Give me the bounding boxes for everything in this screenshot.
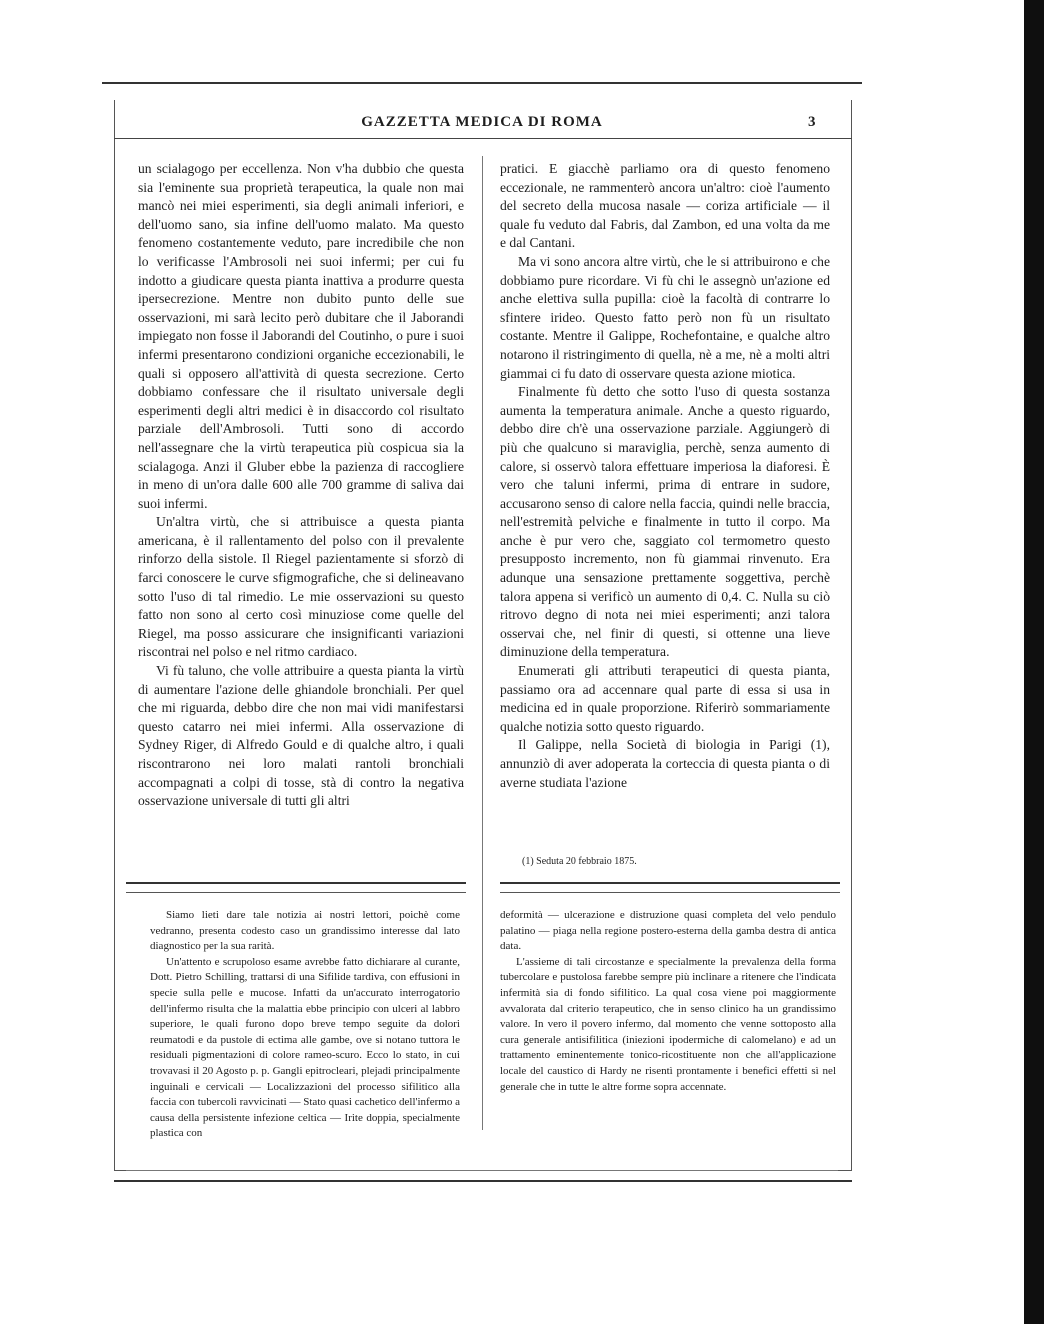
frame-top-rule [102, 82, 862, 84]
running-title: GAZZETTA MEDICA DI ROMA [361, 114, 603, 130]
column-divider [482, 156, 483, 1130]
header-rule [114, 138, 852, 139]
lower-left-note [150, 908, 460, 1142]
paragraph: Un'altra virtù, che si attribuisce a questa pianta americana, è il rallentamento del polso con il prevalente rinforzo della sistole. Il Riegel pazientamente si sforzò di farci conoscere le curve sfigmografiche, che si delineavano sotto l'uso di tal rimedio. Le mie osservazioni su questo fatto non sono al certo così minuziose come quelle del Riegel, ma posso assicurare che insignificanti variazioni riscontrai nel polso e nel ritmo cardiaco. [138, 514, 464, 660]
footnote: (1) Seduta 20 febbraio 1875. [522, 856, 637, 867]
page-number: 3 [808, 114, 816, 130]
note-paragraph: deformità — ulcerazione e distruzione quasi completa del velo pendulo palatino — piaga nella regione postero-esterna della gamba destra di antica data. [500, 909, 836, 953]
note-paragraph: Siamo lieti dare tale notizia ai nostri lettori, poichè come vedranno, presenta codesto caso un grandissimo interesse dal lato diagnostico per la sua rarità. [150, 909, 460, 953]
paragraph: un scialagogo per eccellenza. Non v'ha dubbio che questa sia l'eminente sua proprietà terapeutica, la quale non mai mancò nei miei esperimenti, sia degli animali inferiori, e dell'uomo sano, sia infine dell'uomo malato. Ma questo fenomeno costantemente veduto, pare incredibile che non lo verificasse l'Ambrosoli nei suoi infermi; per cui fu indotto a giudicare questa pianta inattiva a produrre questa ipersecrezione. Mentre non dubito punto delle sue osservazioni, mi sarà lecito però dubitare che il Jaborandi impiegato non fosse il Jaborandi del Coutinho, o pure i suoi infermi presentarono condizioni organiche eccezionabili, le quali si opposero all'attività di questa secrezione. Certo dobbiamo confessare che il risultato universale degli esperimenti degli altri medici è in disaccordo col risultato parziale dell'Ambrosoli. Tutti sono di accordo nell'assegnare che la virtù terapeutica più cospicua sia la scialagoga. Anzi il Gluber ebbe la pazienza di raccogliere in meno di un'ora dalle 600 alle 700 gramme di saliva dai suoi infermi. [138, 161, 464, 511]
paragraph: Vi fù taluno, che volle attribuire a questa pianta la virtù di aumentare l'azione delle ghiandole bronchiali. Per quel che mi riguarda, debbo dire che non mai vidi manifestarsi questo catarro nei miei infermi. Alla osservazione di Sydney Riger, di Alfredo Gould e di qualche altro, i quali riscontrarono nei loro malati rantoli bronchiali accompagnati a colpi di tosse, stà di contro la negativa osservazione universale di tutti gli altri [138, 663, 464, 809]
paragraph: pratici. E giacchè parliamo ora di questo fenomeno eccezionale, ne rammenterò ancora un'altro: cioè l'aumento del secreto della mucosa nasale — coriza artificiale — il quale fu veduto dal Fabris, dal Zambon, ed una volta da me e dal Cantani. [500, 161, 830, 251]
bottom-rule [126, 1170, 838, 1171]
left-column [138, 160, 464, 811]
page-frame [102, 82, 862, 1222]
paragraph: Enumerati gli attributi terapeutici di questa pianta, passiamo ora ad accennare qual parte di essa si usa in medicina ed in quale proporzione. Riferirò sommariamente qualche notizia sotto questo riguardo. [500, 663, 830, 734]
right-column [500, 160, 830, 792]
bottom-rule-heavy [114, 1180, 852, 1182]
paragraph: Ma vi sono ancora altre virtù, che le si attribuirono e che dobbiamo pure ricordare. Vi fù chi le assegnò un'azione ed anche elettiva sulla pupilla: cioè la facoltà di contrarre lo sfintere irideo. Questo fatto però non fù un risultato costante. Mentre il Galippe, Rochefontaine, e qualche altro notarono il ristringimento di quella, nè a me, nè a molti altri giammai ci fu dato di osservare questa azione miotica. [500, 253, 830, 381]
section-band-right [500, 882, 840, 893]
note-paragraph: Un'attento e scrupoloso esame avrebbe fatto dichiarare al curante, Dott. Pietro Schilling, trattarsi di una Sifilide tardiva, con effusioni in specie sulla pelle e mucose. Infatti da un'accurato interrogatorio dell'infermo risulta che la malattia ebbe principio con ulceri al labbro superiore, le quali furono dopo breve tempo seguite da dolori reumatodi e da pustole di ectima alle gambe, ove si notano tuttora le residuali pigmentazioni di colore rameo-scuro. Ecco lo stato, in cui trovavasi il 20 Agosto p. p. Gangli epitrocleari, plejadi principalmente inguinali e cervicali — Localizzazioni del processo sifilitico alla faccia con tubercoli ravvicinati — Stato quasi cachetico dell'infermo a causa della persistente infezione celtica — Irite doppia, specialmente plastica con [150, 955, 460, 1140]
paragraph: Finalmente fù detto che sotto l'uso di questa sostanza aumenta la temperatura animale. Anche a questo riguardo, debbo dire ch'è una osservazione parziale. Aggiungerò di più che qualcuno si maraviglia, perchè, senza aumento di calore, si osservò talora effettuare imperiosa la diaforesi. È vero che taluni infermi, prima di entrare in sudore, accusarono senso di calore nella faccia, quindi nelle braccia, nell'estremità pelviche e finalmente in tutto il corpo. Ma anche è pur vero che, saggiato col termometro questo presupposto incremento, non fù giammai rinvenuto. Era adunque una sensazione prettamente soggettiva, perchè talora appena si verificò un aumento di 0,4. C. Nulla su ciò ritrovo degno di nota nei miei esperimenti; anzi talora osservai che, nel finir di questi, si ottenne una lieve diminuzione della temperatura. [500, 384, 830, 660]
scan-edge [1024, 0, 1044, 1324]
note-paragraph: L'assieme di tali circostanze e specialmente la prevalenza della forma tubercolare e pustolosa farebbe sempre più inclinare a ritenere che l'indicata infermità sia di fondo sifilitico. La qual cosa viene poi maggiormente avvalorata dal criterio terapeutico, che in senso clinico ha un grandissimo valore. In vero il povero infermo, dal momento che venne sottoposto alla cura generale antisifilitica (iniezioni ipodermiche di calomelano) e ad un trattamento eminentemente tonico-ricostituente non che all'applicazione locale del caustico di Hardy ne risentì prontamente i benefici effetti sì nel generale che in tutte le altre forme sopra accennate. [500, 955, 836, 1093]
section-band-left [126, 882, 466, 893]
lower-right-note [500, 908, 836, 1095]
paragraph: Il Galippe, nella Società di biologia in Parigi (1), annunziò di aver adoperata la corteccia di questa pianta o di averne studiata l'azione [500, 737, 830, 790]
